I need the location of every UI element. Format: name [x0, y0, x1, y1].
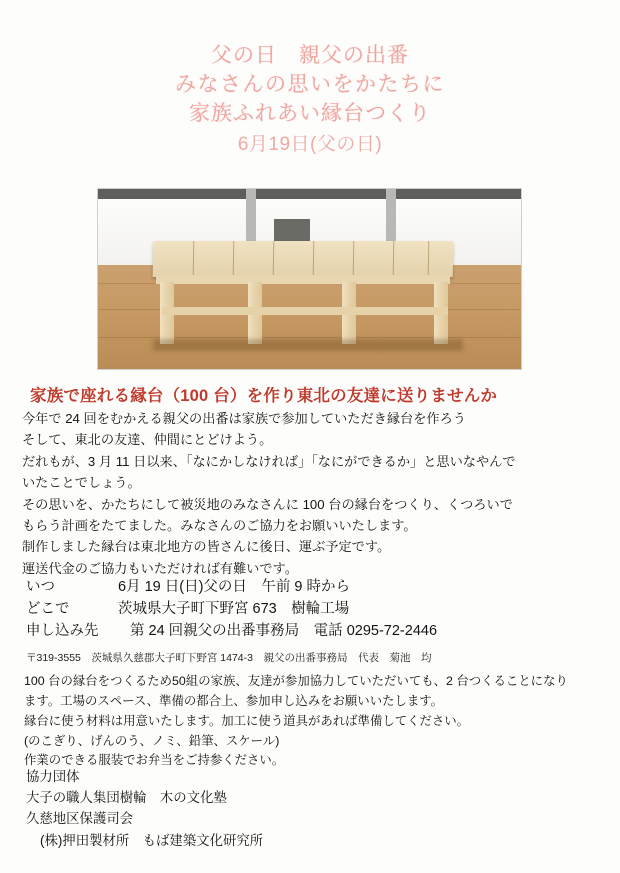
- org-item: (株)押田製材所 もば建築文化研究所: [40, 832, 264, 848]
- body-paragraph: [22, 408, 602, 579]
- info-value-apply: 第 24 回親父の出番事務局 電話 0295-72-2446: [130, 623, 438, 640]
- event-info: [26, 576, 596, 642]
- photo-bench-top: [153, 241, 454, 277]
- info-label-when: いつ: [26, 579, 55, 595]
- info-row-when: [26, 576, 596, 598]
- title-line-2: みなさんの思いをかたちに: [175, 72, 445, 96]
- supporting-organizations: [26, 766, 596, 851]
- notes-line: 縁台に使う材料は用意いたします。加工に使う道具があれば準備してください。: [24, 713, 470, 728]
- org-item: 大子の職人集団樹輪 木の文化塾: [26, 790, 227, 806]
- info-label-where: どこで: [26, 601, 70, 618]
- body-line: もらう計画をたてました。みなさんのご協力をお願いいたします。: [22, 517, 417, 533]
- info-row-where: [26, 598, 596, 620]
- photo-wall-top-shadow: [98, 189, 521, 199]
- body-line: だれもが、3 月 11 日以来、「なにかしなければ」「なにができるか」と思いなやんで: [22, 453, 516, 469]
- body-line: 制作しました縁台は東北地方の皆さんに後日、運ぶ予定です。: [22, 539, 391, 555]
- address-line: 〒319-3555 茨城県久慈郡大子町下野宮 1474-3 親父の出番事務局 代表 菊池 均: [26, 652, 432, 664]
- orgs-heading: 協力団体: [26, 769, 80, 784]
- notes-line: 作業のできる服装でお弁当をご持参ください。: [24, 753, 285, 768]
- photo-bench-stretcher: [162, 307, 448, 315]
- headline: 家族で座れる縁台（100 台）を作り東北の友達に送りませんか: [30, 387, 498, 405]
- title-line-3: 家族ふれあい縁台つくり: [189, 101, 431, 125]
- notes-paragraph: [24, 672, 604, 771]
- photo-bench-apron: [156, 275, 450, 284]
- photo-bench-shadow: [153, 339, 463, 351]
- body-line: いたことでしょう。: [22, 475, 141, 491]
- body-line: 運送代金のご協力もいただければ有難いです。: [22, 560, 298, 576]
- title-date: 6月19日(父の日): [237, 133, 383, 155]
- body-line: その思いを、かたちにして被災地のみなさんに 100 台の縁台をつくり、くつろいで: [22, 496, 513, 512]
- notes-line: (のこぎり、げんのう、ノミ、鉛筆、スケール): [24, 733, 280, 748]
- info-value-where: 茨城県大子町下野宮 673 樹輪工場: [118, 601, 350, 618]
- title-line-1: 父の日 親父の出番: [211, 44, 409, 67]
- info-row-apply: [26, 620, 596, 642]
- info-label-apply: 申し込み先: [26, 623, 99, 640]
- notes-line: ます。工場のスペース、準備の都合上、参加申し込みをお願いいたします。: [24, 693, 444, 708]
- info-value-when: 6月 19 日(日)父の日 午前 9 時から: [118, 579, 351, 595]
- bench-photo: [97, 188, 522, 370]
- notes-line: 100 台の縁台をつくるため50組の家族、友達が参加協力していただいても、2 台つくることになり: [24, 674, 568, 688]
- org-item: 久慈地区保護司会: [26, 811, 134, 827]
- title-block: [0, 42, 620, 158]
- body-line: そして、東北の友達、仲間にとどけよう。: [22, 432, 273, 448]
- body-line: 今年で 24 回をむかえる親父の出番は家族で参加していただき縁台を作ろう: [22, 411, 466, 426]
